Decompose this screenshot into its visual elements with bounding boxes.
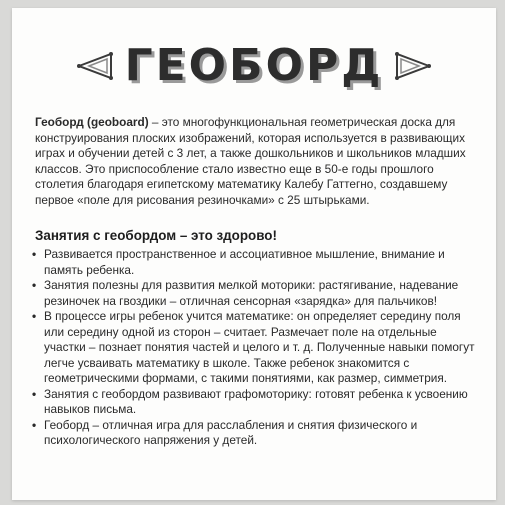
list-item-text: Занятия с геобордом развивают графомоторику: готовят ребенка к усвоению навыков письма.	[44, 386, 468, 416]
list-item	[32, 387, 478, 418]
title-banner	[12, 36, 496, 96]
bullet-icon: •	[32, 309, 37, 323]
benefits-heading: Занятия с геобордом – это здорово!	[35, 228, 277, 243]
list-item	[32, 418, 478, 449]
list-item	[32, 278, 478, 309]
intro-text: – это многофункциональная геометрическая доска для конструирования плоских изображений, которая используется в развивающих играх и обучении детей с 3 лет, а также дошкольников и школьников младших классов. Это приспособление стало известно еще в 50-е годы прошлого столетия благодаря египетскому математику Калебу Гаттегно, создавшему первое «поле для рисования резиночками» с 25 штырьками.	[35, 115, 466, 207]
list-item-text: Занятия полезны для развития мелкой моторики: растягивание, надевание резиночек на гвоздики – отличная сенсорная «зарядка» для пальчиков!	[44, 278, 459, 308]
bullet-icon: •	[32, 386, 37, 401]
list-item-text: В процессе игры ребенок учится математике: он определяет середину поля или середину одной из сторон – считает. Размечает поле на отдельные участки – познает понятия частей и целого и т. д. Полученные навыки помогут легче усваивать математику в школе. Также ребенок знакомится с геометрическими формами, с такими понятиями, как размер, симметрия.	[44, 309, 475, 385]
list-item-text: Геоборд – отличная игра для расслабления и снятия физического и психологического напряжения у детей.	[44, 417, 418, 447]
list-item-text: Развивается пространственное и ассоциативное мышление, внимание и память ребенка.	[44, 247, 445, 277]
page-title: ГЕОБОРД	[124, 40, 384, 91]
right-geoboard-ornament-icon	[393, 51, 431, 81]
bullet-icon: •	[32, 247, 37, 261]
benefits-list	[32, 247, 478, 449]
left-geoboard-ornament-icon	[77, 51, 115, 81]
list-item	[32, 309, 478, 387]
intro-term: Геоборд (geoboard)	[35, 115, 149, 129]
intro-paragraph	[35, 115, 475, 208]
instruction-sheet	[12, 8, 496, 500]
bullet-icon: •	[32, 417, 37, 432]
list-item	[32, 247, 478, 278]
bullet-icon: •	[32, 278, 37, 292]
